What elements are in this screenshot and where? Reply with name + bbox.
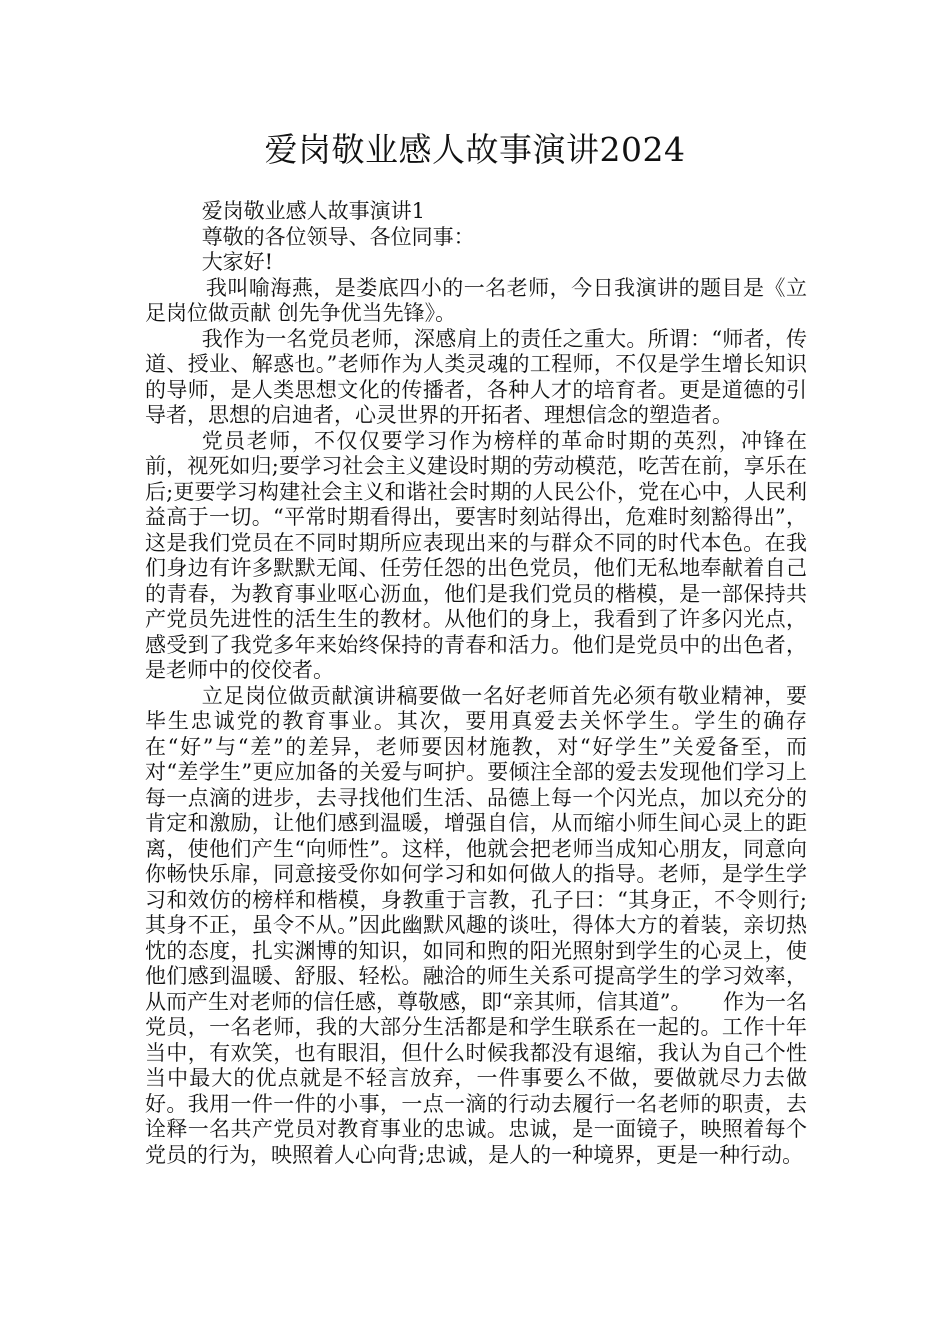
body-paragraph: 党员老师，不仅仅要学习作为榜样的革命时期的英烈，冲锋在前，视死如归;要学习社会主义建设时期的劳动模范，吃苦在前，享乐在后;更要学习构建社会主义和谐社会时期的人民公仆，党在心中，人民利益高于一切。“平常时期看得出，要害时刻站得出，危难时刻豁得出”，这是我们党员在不同时期所应表现出来的与群众不同的时代本色。在我们身边有许多默默无闻、任劳任怨的出色党员，他们无私地奉献着自己的青春，为教育事业呕心沥血，他们是我们党员的楷模，是一部保持共产党员先进性的活生生的教材。从他们的身上，我看到了许多闪光点，感受到了我党多年来始终保持的青春和活力。他们是党员中的出色者，是老师中的佼佼者。 [145,428,807,682]
body-paragraph: 立足岗位做贡献演讲稿要做一名好老师首先必须有敬业精神，要毕生忠诚党的教育事业。其次，要用真爱去关怀学生。学生的确存在“好”与“差”的差异，老师要因材施教，对“好学生”关爱备至，而对“差学生”更应加备的关爱与呵护。要倾注全部的爱去发现他们学习上每一点滴的进步，去寻找他们生活、品德上每一个闪光点，加以充分的肯定和激励，让他们感到温暖，增强自信，从而缩小师生间心灵上的距离，使他们产生“向师性”。这样，他就会把老师当成知心朋友，同意向你畅快乐扉，同意接受你如何学习和如何做人的指导。老师，是学生学习和效仿的榜样和楷模，身教重于言教，孔子曰：“其身正，不令则行;其身不正，虽令不从。”因此幽默风趣的谈吐，得体大方的着装，亲切热忱的态度，扎实渊博的知识，如同和煦的阳光照射到学生的心灵上，使他们感到温暖、舒服、轻松。融洽的师生关系可提高学生的学习效率，从而产生对老师的信任感，尊敬感，即“亲其师，信其道”。 作为一名党员，一名老师，我的大部分生活都是和学生联系在一起的。工作十年当中，有欢笑，也有眼泪，但什么时候我都没有退缩，我认为自己个性当中最大的优点就是不轻言放弃，一件事要么不做，要做就尽力去做好。我用一件一件的小事，一点一滴的行动去履行一名老师的职责，去诠释一名共产党员对教育事业的忠诚。忠诚，是一面镜子，映照着每个党员的行为，映照着人心向背;忠诚，是人的一种境界，更是一种行动。 [145,683,807,1167]
document-body [145,199,807,1168]
document-title: 爱岗敬业感人故事演讲2024 [264,130,686,169]
salutation: 尊敬的各位领导、各位同事： [201,224,475,249]
speech-heading: 爱岗敬业感人故事演讲1 [201,199,426,223]
body-paragraph: 我叫喻海燕，是娄底四小的一名老师，今日我演讲的题目是《立足岗位做贡献 创先争优当先锋》。 [145,275,807,325]
greeting: 大家好! [201,250,274,274]
body-paragraph: 我作为一名党员老师，深感肩上的责任之重大。所谓：“师者，传道、授业、解惑也。”老师作为人类灵魂的工程师，不仅是学生增长知识的导师，是人类思想文化的传播者，各种人才的培育者。更是道德的引导者，思想的启迪者，心灵世界的开拓者、理想信念的塑造者。 [145,326,807,427]
